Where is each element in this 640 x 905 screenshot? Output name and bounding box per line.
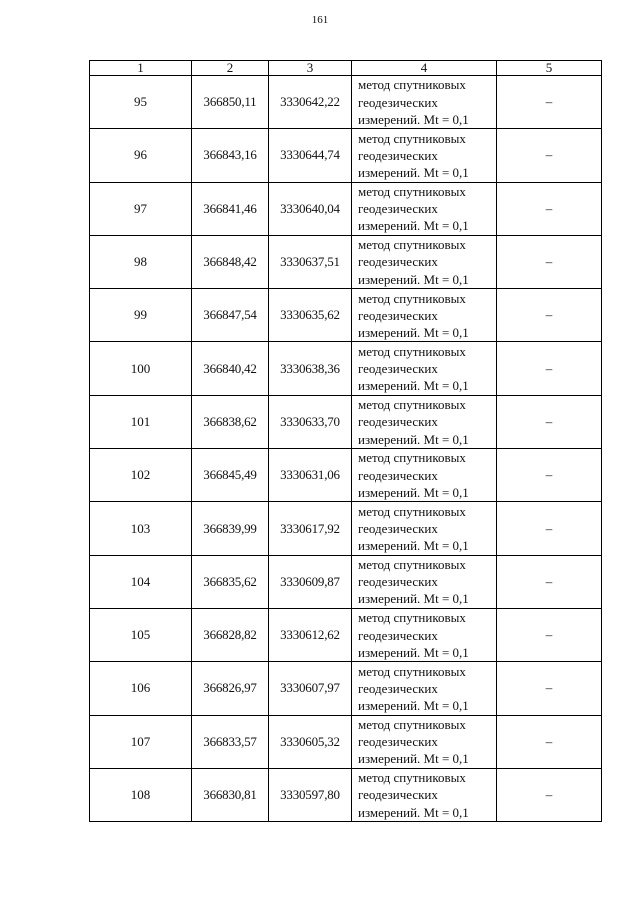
point-number-cell: 106 — [90, 662, 192, 715]
y-coordinate-cell: 3330642,22 — [269, 76, 352, 129]
note-cell: – — [497, 555, 602, 608]
header-col-3: 3 — [269, 61, 352, 76]
y-coordinate-cell: 3330607,97 — [269, 662, 352, 715]
note-cell: – — [497, 608, 602, 661]
x-coordinate-cell: 366830,81 — [192, 768, 269, 821]
table-row — [90, 662, 602, 715]
note-cell: – — [497, 342, 602, 395]
y-coordinate-cell: 3330640,04 — [269, 182, 352, 235]
point-number-cell: 101 — [90, 395, 192, 448]
note-cell: – — [497, 235, 602, 288]
table-row — [90, 182, 602, 235]
y-coordinate-cell: 3330635,62 — [269, 289, 352, 342]
note-cell: – — [497, 449, 602, 502]
method-cell: метод спутниковых геодезических измерений. Mt = 0,1 — [352, 502, 497, 555]
method-cell: метод спутниковых геодезических измерений. Mt = 0,1 — [352, 289, 497, 342]
x-coordinate-cell: 366833,57 — [192, 715, 269, 768]
page-number: 161 — [311, 14, 329, 26]
point-number-cell: 99 — [90, 289, 192, 342]
y-coordinate-cell: 3330605,32 — [269, 715, 352, 768]
note-cell: – — [497, 502, 602, 555]
header-row — [90, 61, 602, 76]
method-cell: метод спутниковых геодезических измерений. Mt = 0,1 — [352, 235, 497, 288]
y-coordinate-cell: 3330617,92 — [269, 502, 352, 555]
note-cell: – — [497, 129, 602, 182]
method-cell: метод спутниковых геодезических измерений. Mt = 0,1 — [352, 342, 497, 395]
x-coordinate-cell: 366828,82 — [192, 608, 269, 661]
y-coordinate-cell: 3330637,51 — [269, 235, 352, 288]
method-cell: метод спутниковых геодезических измерений. Mt = 0,1 — [352, 182, 497, 235]
table-row — [90, 129, 602, 182]
y-coordinate-cell: 3330638,36 — [269, 342, 352, 395]
y-coordinate-cell: 3330612,62 — [269, 608, 352, 661]
point-number-cell: 107 — [90, 715, 192, 768]
method-cell: метод спутниковых геодезических измерений. Mt = 0,1 — [352, 129, 497, 182]
table-row — [90, 395, 602, 448]
table-row — [90, 76, 602, 129]
table-row — [90, 768, 602, 821]
point-number-cell: 103 — [90, 502, 192, 555]
method-cell: метод спутниковых геодезических измерений. Mt = 0,1 — [352, 76, 497, 129]
x-coordinate-cell: 366826,97 — [192, 662, 269, 715]
note-cell: – — [497, 715, 602, 768]
header-col-4: 4 — [352, 61, 497, 76]
method-cell: метод спутниковых геодезических измерений. Mt = 0,1 — [352, 555, 497, 608]
table-row — [90, 608, 602, 661]
table-row — [90, 289, 602, 342]
point-number-cell: 108 — [90, 768, 192, 821]
header-col-5: 5 — [497, 61, 602, 76]
point-number-cell: 102 — [90, 449, 192, 502]
coordinates-table — [89, 60, 602, 822]
x-coordinate-cell: 366847,54 — [192, 289, 269, 342]
x-coordinate-cell: 366839,99 — [192, 502, 269, 555]
method-cell: метод спутниковых геодезических измерений. Mt = 0,1 — [352, 608, 497, 661]
note-cell: – — [497, 289, 602, 342]
method-cell: метод спутниковых геодезических измерений. Mt = 0,1 — [352, 395, 497, 448]
y-coordinate-cell: 3330597,80 — [269, 768, 352, 821]
method-cell: метод спутниковых геодезических измерений. Mt = 0,1 — [352, 449, 497, 502]
x-coordinate-cell: 366845,49 — [192, 449, 269, 502]
y-coordinate-cell: 3330633,70 — [269, 395, 352, 448]
x-coordinate-cell: 366840,42 — [192, 342, 269, 395]
x-coordinate-cell: 366843,16 — [192, 129, 269, 182]
table-row — [90, 235, 602, 288]
x-coordinate-cell: 366850,11 — [192, 76, 269, 129]
x-coordinate-cell: 366838,62 — [192, 395, 269, 448]
point-number-cell: 104 — [90, 555, 192, 608]
table-row — [90, 502, 602, 555]
note-cell: – — [497, 768, 602, 821]
method-cell: метод спутниковых геодезических измерений. Mt = 0,1 — [352, 715, 497, 768]
point-number-cell: 96 — [90, 129, 192, 182]
x-coordinate-cell: 366848,42 — [192, 235, 269, 288]
table-row — [90, 449, 602, 502]
x-coordinate-cell: 366835,62 — [192, 555, 269, 608]
point-number-cell: 95 — [90, 76, 192, 129]
note-cell: – — [497, 395, 602, 448]
header-col-1: 1 — [90, 61, 192, 76]
y-coordinate-cell: 3330609,87 — [269, 555, 352, 608]
point-number-cell: 98 — [90, 235, 192, 288]
y-coordinate-cell: 3330644,74 — [269, 129, 352, 182]
table-row — [90, 555, 602, 608]
table-row — [90, 342, 602, 395]
header-col-2: 2 — [192, 61, 269, 76]
note-cell: – — [497, 662, 602, 715]
point-number-cell: 100 — [90, 342, 192, 395]
method-cell: метод спутниковых геодезических измерений. Mt = 0,1 — [352, 662, 497, 715]
point-number-cell: 97 — [90, 182, 192, 235]
y-coordinate-cell: 3330631,06 — [269, 449, 352, 502]
table-row — [90, 715, 602, 768]
point-number-cell: 105 — [90, 608, 192, 661]
note-cell: – — [497, 76, 602, 129]
method-cell: метод спутниковых геодезических измерений. Mt = 0,1 — [352, 768, 497, 821]
note-cell: – — [497, 182, 602, 235]
x-coordinate-cell: 366841,46 — [192, 182, 269, 235]
